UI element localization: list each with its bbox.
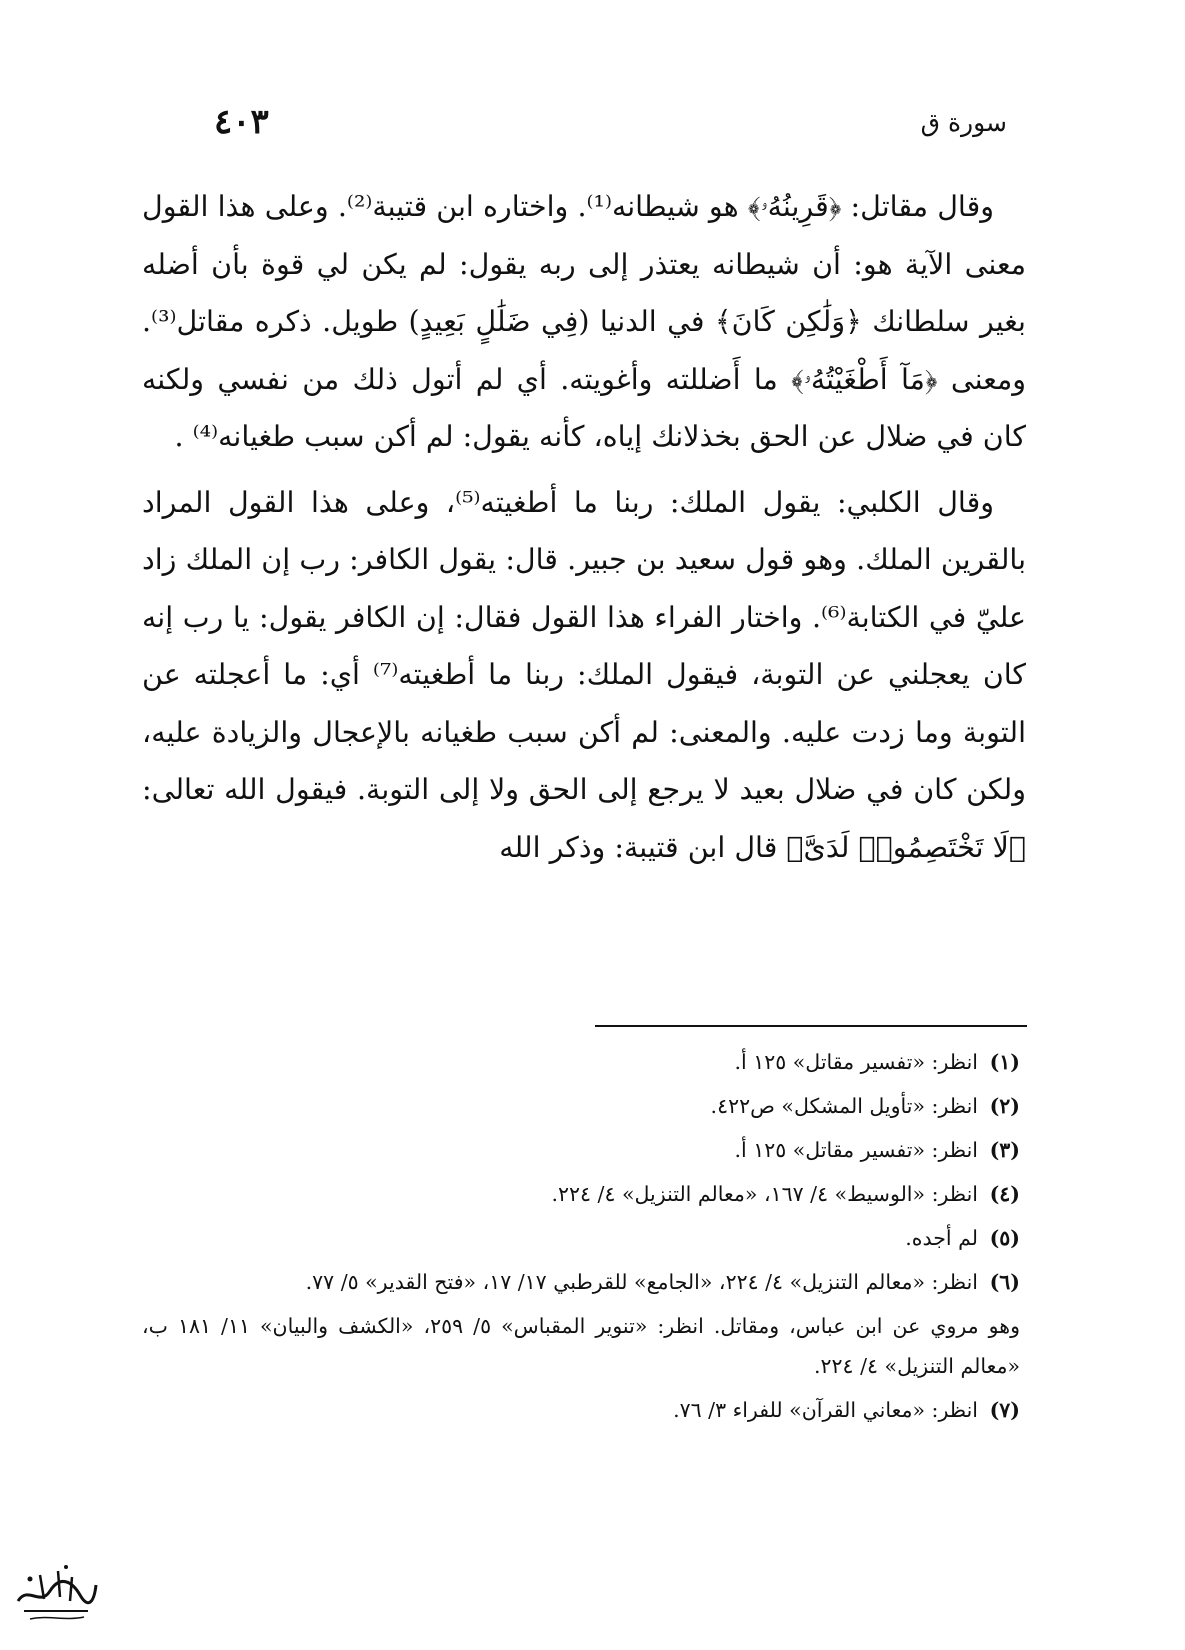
footnote — [142, 1040, 1020, 1084]
surah-title: سورة ق — [920, 108, 1007, 137]
footnote-number: (٤) — [989, 1182, 1020, 1206]
footnote-number: (١) — [989, 1050, 1020, 1074]
footnote-number: (٧) — [989, 1398, 1020, 1422]
main-text — [142, 178, 1026, 876]
footnote-continuation: وهو مروي عن ابن عباس، ومقاتل. انظر: «تنوير المقباس» ٥/ ٢٥٩، «الكشف والبيان» ١١/ ١٨١ ب، «معالم التنزيل» ٤/ ٢٢٤. — [142, 1314, 1020, 1378]
footnote-number: (٢) — [989, 1094, 1020, 1118]
footnote-text: انظر: «تأويل المشكل» ص٤٢٢. — [710, 1094, 978, 1118]
footnote-text: انظر: «الوسيط» ٤/ ١٦٧، «معالم التنزيل» ٤/ ٢٢٤. — [551, 1182, 978, 1206]
footnote-number: (٣) — [989, 1138, 1020, 1162]
footnote-text: انظر: «معالم التنزيل» ٤/ ٢٢٤، «الجامع» للقرطبي ١٧/ ١٧، «فتح القدير» ٥/ ٧٧. — [305, 1270, 978, 1294]
footnote — [142, 1128, 1020, 1172]
footnote — [142, 1216, 1020, 1260]
footnote-text: انظر: «معاني القرآن» للفراء ٣/ ٧٦. — [673, 1398, 978, 1422]
footnote — [142, 1388, 1020, 1432]
footnote-text: انظر: «تفسير مقاتل» ١٢٥ أ. — [734, 1138, 978, 1162]
publisher-logo-icon — [10, 1555, 102, 1627]
footnotes — [142, 1040, 1020, 1432]
footnote-separator — [595, 1025, 1027, 1027]
footnote — [142, 1260, 1020, 1304]
footnote-number: (٦) — [989, 1270, 1020, 1294]
footnote-text: لم أجده. — [905, 1226, 978, 1250]
footnote-text: انظر: «تفسير مقاتل» ١٢٥ أ. — [734, 1050, 978, 1074]
footnote — [142, 1084, 1020, 1128]
page-number: ٤٠٣ — [214, 102, 269, 142]
footnote — [142, 1172, 1020, 1216]
paragraph: وقال مقاتل: ﴿قَرِينُهُۥ﴾ هو شيطانه⁽¹⁾. واختاره ابن قتيبة⁽²⁾. وعلى هذا القول معنى الآية هو: أن شيطانه يعتذر إلى ربه يقول: لم يكن لي قوة بأن أضله بغير سلطانك ﴿وَلَٰكِن كَانَ﴾ في الدنيا (فِي ضَلَٰلٍ بَعِيدٍ) طويل. ذكره مقاتل⁽³⁾. ومعنى ﴿مَآ أَطْغَيْتُهُۥ﴾ ما أَضللته وأغويته. أي لم أتول ذلك من نفسي ولكنه كان في ضلال عن الحق بخذلانك إياه، كأنه يقول: لم أكن سبب طغيانه⁽⁴⁾ . — [142, 190, 1026, 453]
paragraph: وقال الكلبي: يقول الملك: ربنا ما أطغيته⁽⁵⁾، وعلى هذا القول المراد بالقرين الملك. وهو قول سعيد بن جبير. قال: يقول الكافر: رب إن الملك زاد عليّ في الكتابة⁽⁶⁾. واختار الفراء هذا القول فقال: إن الكافر يقول: يا رب إنه كان يعجلني عن التوبة، فيقول الملك: ربنا ما أطغيته⁽⁷⁾ أي: ما أعجلته عن التوبة وما زدت عليه. والمعنى: لم أكن سبب طغيانه بالإعجال والزيادة عليه، ولكن كان في ضلال بعيد لا يرجع إلى الحق ولا إلى التوبة. فيقول الله تعالى: ﴿لَا تَخْتَصِمُوا۟ لَدَىَّ﴾ قال ابن قتيبة: وذكر الله — [142, 485, 1027, 864]
page-header — [214, 102, 1007, 148]
footnote-number: (٥) — [989, 1226, 1020, 1250]
